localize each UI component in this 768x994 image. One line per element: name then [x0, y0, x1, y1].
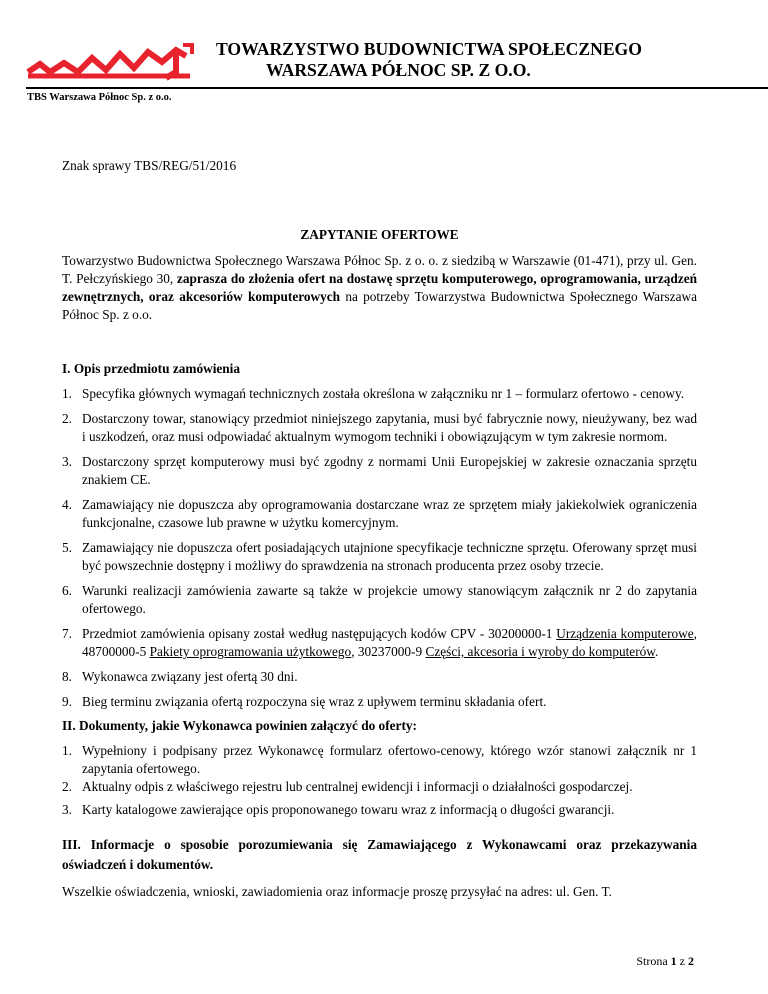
section-3-heading: III. Informacje o sposobie porozumiewania się Zamawiającego z Wykonawcami oraz przekazywania oświadczeń i dokumentów.	[62, 837, 697, 872]
section-3-text: Wszelkie oświadczenia, wnioski, zawiadomienia oraz informacje proszę przysyłać na adres: ul. Gen. T.	[62, 884, 613, 899]
item-text: Warunki realizacji zamówienia zawarte są także w projekcie umowy stanowiącym załącznik nr 2 do zapytania ofertowego.	[82, 583, 697, 616]
cpv-link-software-packages[interactable]: Pakiety oprogramowania użytkowego	[149, 644, 352, 659]
item-number: 8.	[62, 669, 72, 684]
document-title: ZAPYTANIE OFERTOWE	[300, 227, 459, 242]
list-item	[62, 496, 697, 532]
list-item	[62, 410, 697, 446]
item-text: Bieg terminu związania ofertą rozpoczyna się wraz z upływem terminu składania ofert.	[82, 694, 547, 709]
intro-bold: zaprasza do złożenia ofert na dostawę sprzętu komputerowego, oprogramowania, urządzeń zewnętrznych, oraz akcesoriów komputerowych	[62, 271, 697, 304]
page-label: Strona	[636, 954, 671, 968]
item-number: 7.	[62, 626, 72, 641]
section-1-list	[62, 385, 697, 711]
item-number: 5.	[62, 540, 72, 555]
intro-text-1: Towarzystwo Budownictwa Społecznego Warszawa Północ Sp. z o. o. z siedzibą w Warszawie (01-471), przy ul. Gen. T. Pełczyńskiego 30,	[62, 253, 697, 286]
item-text: Wypełniony i podpisany przez Wykonawcę formularz ofertowo-cenowy, którego wzór stanowi załącznik nr 1 zapytania ofertowego.	[82, 743, 697, 776]
item-text: .	[655, 644, 659, 659]
list-item	[62, 668, 697, 686]
header-rule	[26, 87, 768, 89]
item-text: Przedmiot zamówienia opisany został według następujących kodów CPV - 30200000-1	[82, 626, 557, 641]
section-1-heading: I. Opis przedmiotu zamówienia	[62, 361, 241, 376]
item-text: Specyfika głównych wymagań technicznych została określona w załączniku nr 1 – formularz ofertowo - cenowy.	[82, 386, 685, 401]
company-logo	[26, 42, 194, 84]
org-line-1: TOWARZYSTWO BUDOWNICTWA SPOŁECZNEGO	[216, 39, 642, 59]
item-number: 9.	[62, 694, 72, 709]
page-separator: z	[676, 954, 688, 968]
list-item	[62, 693, 697, 711]
organization-name	[216, 39, 642, 81]
item-text: Wykonawca związany jest ofertą 30 dni.	[82, 669, 298, 684]
item-text: Zamawiający nie dopuszcza ofert posiadających utajnione specyfikacje techniczne sprzętu. Oferowany sprzęt musi być powszechnie dostępny i możliwy do sprawdzenia na stronach producenta przez osoby trzecie.	[82, 540, 697, 573]
item-number: 2.	[62, 779, 72, 794]
list-item	[62, 801, 697, 819]
item-text: Karty katalogowe zawierające opis proponowanego towaru wraz z informacją o długości gwarancji.	[82, 802, 615, 817]
list-item	[62, 625, 697, 661]
item-number: 3.	[62, 802, 72, 817]
item-number: 2.	[62, 411, 72, 426]
page-footer	[636, 954, 694, 969]
item-text: , 48700000-5	[82, 626, 697, 659]
intro-text-2: na potrzeby Towarzystwa Budownictwa Społecznego Warszawa Północ Sp. z o.o.	[62, 289, 697, 322]
list-item	[62, 539, 697, 575]
document-body	[62, 157, 697, 901]
cpv-link-computer-devices[interactable]: Urządzenia komputerowe	[556, 626, 694, 641]
page-number: 1	[670, 954, 677, 968]
list-item	[62, 385, 697, 403]
section-2-list	[62, 742, 697, 819]
item-number: 1.	[62, 743, 72, 758]
item-number: 1.	[62, 386, 72, 401]
org-line-2: WARSZAWA PÓŁNOC SP. Z O.O.	[266, 60, 531, 80]
list-item	[62, 582, 697, 618]
list-item	[62, 453, 697, 489]
header-small-name: TBS Warszawa Północ Sp. z o.o.	[27, 92, 172, 103]
cpv-link-computer-parts[interactable]: Części, akcesoria i wyroby do komputerów	[425, 644, 656, 659]
item-text: Dostarczony towar, stanowiący przedmiot niniejszego zapytania, musi być fabrycznie nowy, nieużywany, bez wad i uszkodzeń, oraz musi odpowiadać aktualnym wymogom techniki i obowiązującym w tym zakresie normom.	[82, 411, 697, 444]
list-item	[62, 742, 697, 778]
section-2-heading: II. Dokumenty, jakie Wykonawca powinien załączyć do oferty:	[62, 718, 417, 733]
item-number: 4.	[62, 497, 72, 512]
item-text: , 30237000-9	[351, 644, 426, 659]
item-text: Zamawiający nie dopuszcza aby oprogramowania dostarczane wraz ze sprzętem miały jakiekolwiek ograniczenia funkcjonalne, czasowe lub prawne w użytku komercyjnym.	[82, 497, 697, 530]
item-number: 3.	[62, 454, 72, 469]
list-item	[62, 778, 697, 796]
case-reference: Znak sprawy TBS/REG/51/2016	[62, 158, 237, 173]
item-text: Aktualny odpis z właściwego rejestru lub centralnej ewidencji i informacji o działalności gospodarczej.	[82, 779, 633, 794]
item-number: 6.	[62, 583, 72, 598]
item-text: Dostarczony sprzęt komputerowy musi być zgodny z normami Unii Europejskiej w zakresie oznaczania sprzętu znakiem CE.	[82, 454, 697, 487]
intro-paragraph	[62, 252, 697, 324]
page-total: 2	[688, 954, 694, 968]
